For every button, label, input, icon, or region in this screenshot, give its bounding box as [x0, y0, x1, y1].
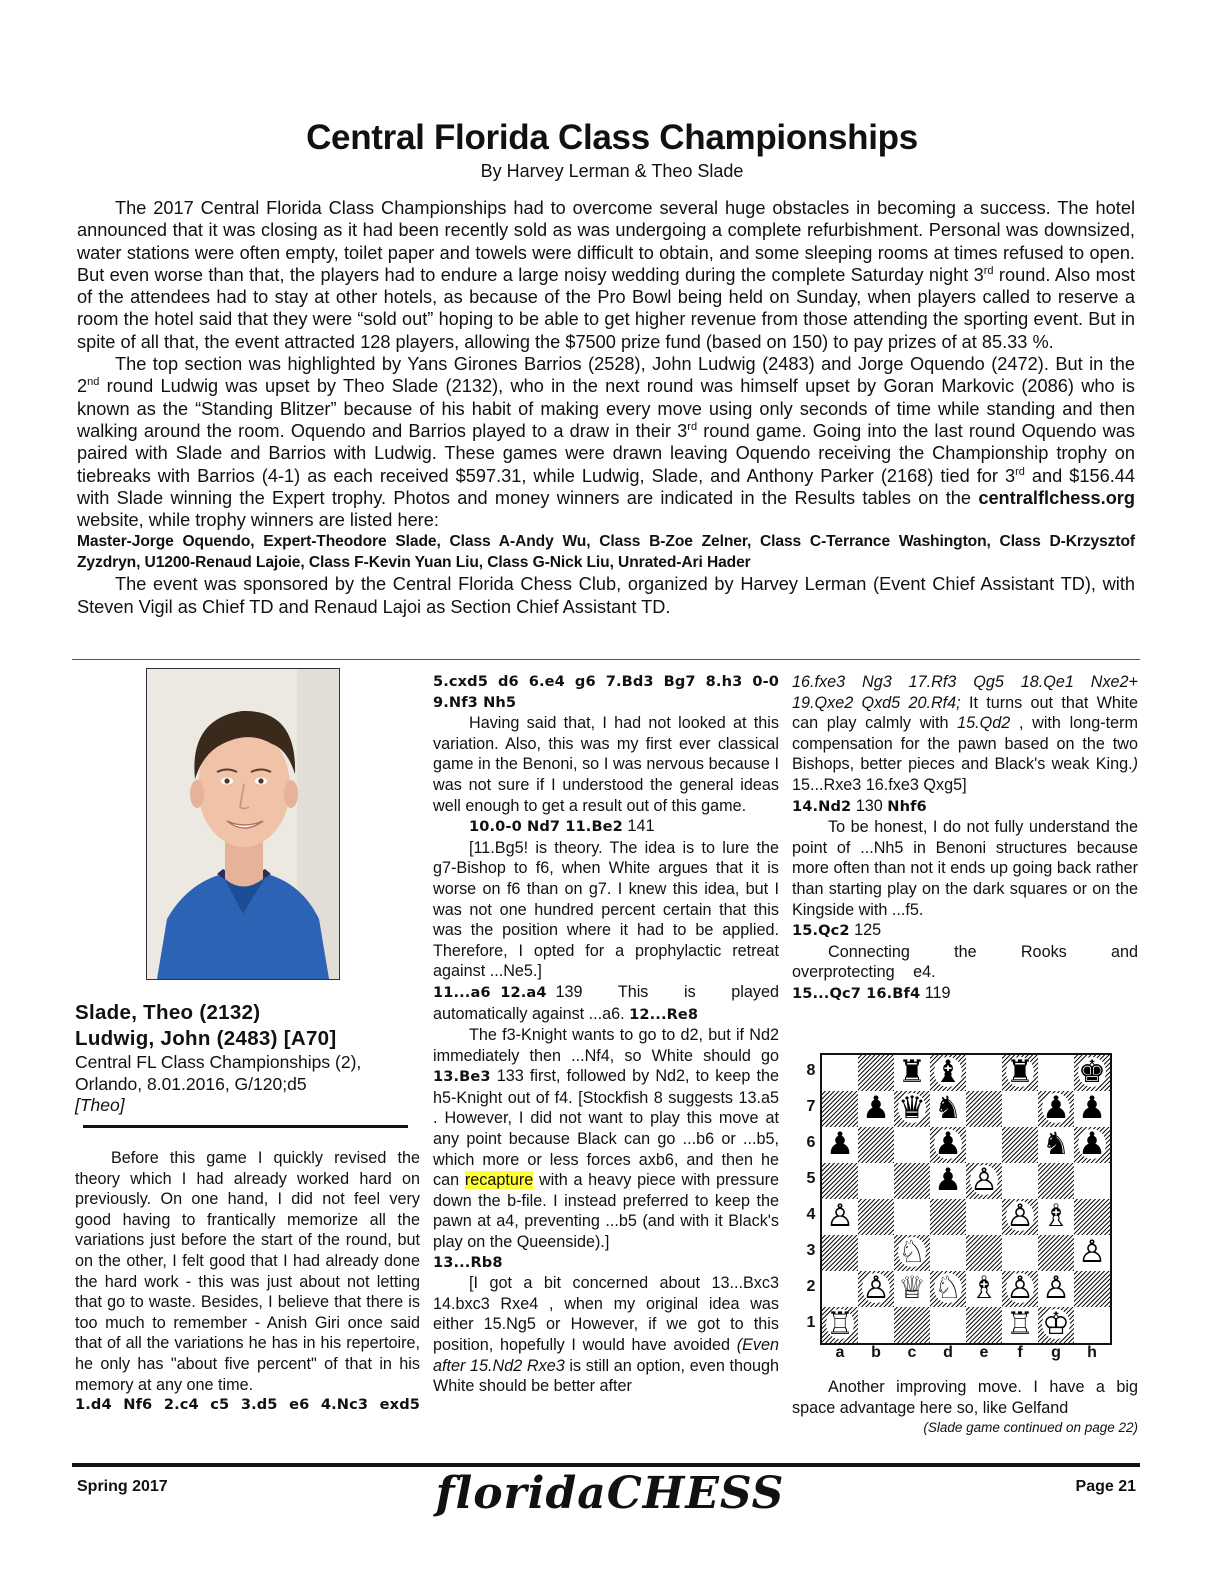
article-byline: By Harvey Lerman & Theo Slade: [480, 161, 744, 181]
col1-moves: 1.d4 Nf6 2.c4 c5 3.d5 e6 4.Nc3 exd5: [75, 1396, 420, 1414]
chess-diagram: [800, 1050, 1120, 1370]
col3-paragraph-2: To be honest, I do not fully understand the point of ...Nh5 in Benoni structures because more often than not it ends up going back rather than starting play on the dark squares or on the Kingside with ...f5.: [792, 818, 1138, 919]
square-d3: [930, 1235, 966, 1271]
chess-piece-icon: ♘: [934, 1270, 962, 1306]
continued-note: (Slade game continued on page 22): [923, 1420, 1138, 1436]
square-e1: [966, 1307, 1002, 1343]
square-e6: [966, 1127, 1002, 1163]
square-e7: [966, 1091, 1002, 1127]
intro-text: [77, 197, 1135, 618]
highlighted-word: recapture: [464, 1171, 534, 1190]
square-h5: [1074, 1163, 1110, 1199]
column-2: [433, 672, 784, 1397]
rank-label: 6: [806, 1134, 816, 1151]
col2-paragraph-4: [I got a bit concerned about 13...Bxc3 14.bxc3 Rxe4 , when my original idea was either 15.Ng5 or However, if we got to this position, hopefully I would have avoided (Even after 15.Nd2 Rxe3 is still an option, even though White should be better after: [433, 1274, 780, 1396]
file-label: h: [1087, 1344, 1097, 1361]
move-15: 15.Qc2 125: [792, 921, 882, 940]
square-f3: [1002, 1235, 1038, 1271]
chess-piece-icon: ♟: [826, 1126, 854, 1162]
square-f5: [1002, 1163, 1038, 1199]
col3-paragraph-4: Another improving move. I have a big space advantage here so, like Gelfand: [792, 1378, 1138, 1417]
intro-paragraph-1: The 2017 Central Florida Class Championships had to overcome several huge obstacles in becoming a success. The hotel announced that it was closing as it had been recently sold as was undergoing a complete refurbishment. Personal was downsized, water stations were often empty, toilet paper and towels were difficult to obtain, and some sleeping rooms at times refused to open. But even worse than that, the players had to endure a large noisy wedding during the complete Saturday night 3rd round. Also most of the attendees had to stay at other hotels, as because of the Pro Bowl being held on Sunday, when players called to reserve a room the hotel said that they were “sold out” hoping to be able to get higher revenue from those attending the sporting event. But in spite of all that, the event attracted 128 players, allowing the $7500 prize fund (based on 150) to pay prizes of at 85.33 %.: [77, 198, 1135, 352]
issue-label: Spring 2017: [77, 1478, 168, 1495]
file-label: f: [1017, 1344, 1023, 1361]
portrait-image: [147, 669, 339, 979]
file-label: e: [979, 1344, 989, 1361]
chess-piece-icon: ♖: [826, 1306, 854, 1342]
header-rule: [83, 1125, 408, 1128]
chess-piece-icon: ♟: [934, 1162, 962, 1198]
square-b8: [858, 1055, 894, 1091]
move-13-rb8: 13...Rb8: [433, 1253, 503, 1271]
file-label: a: [835, 1344, 845, 1361]
chess-piece-icon: ♙: [826, 1198, 854, 1234]
footer-rule: [72, 1463, 1140, 1467]
square-e4: [966, 1199, 1002, 1235]
chess-piece-icon: ♝: [934, 1054, 962, 1090]
square-g8: [1038, 1055, 1074, 1091]
rank-label: 3: [806, 1242, 816, 1259]
rank-label: 7: [806, 1098, 816, 1115]
square-a8: [822, 1055, 858, 1091]
file-label: d: [943, 1344, 953, 1361]
chess-piece-icon: ♞: [934, 1090, 962, 1126]
col3-paragraph-3: Connecting the Rooks and overprotecting e4.: [792, 942, 1138, 982]
chess-piece-icon: ♕: [898, 1270, 926, 1306]
player-photo: [146, 668, 340, 980]
intro-paragraph-2: The top section was highlighted by Yans Girones Barrios (2528), John Ludwig (2483) and Jorge Oquendo (2472). But in the 2nd round Ludwig was upset by Theo Slade (2132), who in the next round was himself upset by Goran Markovic (2086) who is known as the “Standing Blitzer” because of his habit of making every move using only seconds of time while standing and then walking around the room. Oquendo and Barrios played to a draw in their 3rd round game. Going into the last round Oquendo was paired with Slade and Barrios with Ludwig. These games were drawn leaving Oquendo receiving the Championship trophy on tiebreaks with Barrios (4-1) as each received $597.31, while Ludwig, Slade, and Anthony Parker (2168) tied for 3rd and $156.44 with Slade winning the Expert trophy. Photos and money winners are indicated in the Results tables on the centralflchess.org website, while trophy winners are listed here:: [77, 354, 1135, 531]
file-label: g: [1051, 1344, 1061, 1361]
chess-piece-icon: ♘: [898, 1234, 926, 1270]
square-a2: [822, 1271, 858, 1307]
col3-paragraph-1: 16.fxe3 Ng3 17.Rf3 Qg5 18.Qe1 Nxe2+ 19.Qxe2 Qxd5 20.Rf4; It turns out that White can play calmly with 15.Qd2 , with long-term compensation for the pawn based on the two Bishops, better pieces and Black's weak King.) 15...Rxe3 16.fxe3 Qxg5]: [792, 673, 1138, 794]
square-f6: [1002, 1127, 1038, 1163]
square-f7: [1002, 1091, 1038, 1127]
col2-paragraph-3: The f3-Knight wants to go to d2, but if Nd2 immediately then ...Nf4, so White should go 13.Be3 133 first, followed by Nd2, to keep the h5-Knight out of f4. [Stockfish 8 suggests 13.a5 . However, I did not want to play this move at any point because Black can go ...b6 or ...b5, which more or less forces axb6, and then he can recapture with a heavy piece with pressure down the b-file. I instead preferred to keep the pawn at a4, preventing ...b5 (and with it Black's play on the Queenside).]: [433, 1026, 779, 1252]
chess-piece-icon: ♞: [1042, 1126, 1070, 1162]
square-e8: [966, 1055, 1002, 1091]
col1-paragraph: Before this game I quickly revised the theory which I had already worked hard on previously. On one hand, I did not feel very good having to frantically memorize all the variations just before the start of the round, but on the other, I felt good that I had already done the hard work - this was just about not letting that go to waste. Besides, I believe that there is too much to remember - Anish Giri once said that of all the variations he has in his repertoire, he only has "about five percent" of that in his memory at any one time.: [75, 1149, 420, 1394]
game-event: Central FL Class Championships (2), Orlando, 8.01.2016, G/120;d5: [75, 1052, 362, 1094]
chess-piece-icon: ♙: [1006, 1198, 1034, 1234]
chess-piece-icon: ♚: [1078, 1054, 1106, 1090]
square-d4: [930, 1199, 966, 1235]
square-e3: [966, 1235, 1002, 1271]
col2-paragraph-2: [11.Bg5! is theory. The idea is to lure the g7-Bishop to f6, when White argues that it is worse on f6 than on g7. I knew this idea, but I was not one hundred percent certain that this was the position where it had to be applied. Therefore, I opted for a prophylactic retreat against ...Ne5.]: [433, 838, 779, 981]
square-g3: [1038, 1235, 1074, 1271]
chess-piece-icon: ♟: [1042, 1090, 1070, 1126]
square-c6: [894, 1127, 930, 1163]
chess-piece-icon: ♟: [1078, 1090, 1106, 1126]
white-player: Slade, Theo (2132): [75, 1001, 261, 1024]
page-number: Page 21: [1075, 1478, 1136, 1495]
file-label: c: [907, 1344, 917, 1361]
chess-piece-icon: ♙: [862, 1270, 890, 1306]
square-b1: [858, 1307, 894, 1343]
column-3: [792, 672, 1138, 1005]
file-label: b: [871, 1344, 881, 1361]
square-c4: [894, 1199, 930, 1235]
square-b3: [858, 1235, 894, 1271]
chess-piece-icon: ♔: [1042, 1306, 1070, 1342]
article-title: Central Florida Class Championships: [306, 118, 918, 157]
square-a5: [822, 1163, 858, 1199]
rank-label: 4: [806, 1206, 816, 1223]
trophy-winners: Master-Jorge Oquendo, Expert-Theodore Slade, Class A-Andy Wu, Class B-Zoe Zelner, Class C-Terrance Washington, Class D-Krzysztof Zyzdryn, U1200-Renaud Lajoie, Class F-Kevin Yuan Liu, Class G-Nick Liu, Unrated-Ari Hader: [77, 533, 1135, 572]
square-b4: [858, 1199, 894, 1235]
section-divider: [72, 659, 1140, 660]
col2-paragraph-1: Having said that, I had not looked at this variation. Also, this was my first ever classical game in the Benoni, so I was nervous because I was not sure if I understood the general ideas well enough to get a result out of this game.: [433, 714, 779, 815]
rank-label: 2: [806, 1278, 816, 1295]
chess-piece-icon: ♜: [898, 1054, 926, 1090]
square-g5: [1038, 1163, 1074, 1199]
chess-piece-icon: ♜: [1006, 1054, 1034, 1090]
chess-piece-icon: ♛: [898, 1090, 926, 1126]
rank-label: 8: [806, 1062, 816, 1079]
magazine-logo: floridaCHESS: [435, 1468, 785, 1519]
intro-paragraph-3: The event was sponsored by the Central Florida Chess Club, organized by Harvey Lerman (Event Chief Assistant TD), with Steven Vigil as Chief TD and Renaud Lajoi as Section Chief Assistant TD.: [77, 574, 1135, 617]
chess-piece-icon: ♙: [1042, 1270, 1070, 1306]
chess-piece-icon: ♗: [1042, 1198, 1070, 1234]
rank-label: 1: [806, 1314, 816, 1331]
moves-11-12: 11...a6 12.a4 139 This is played automatically against ...a6. 12...Re8: [433, 982, 784, 1023]
square-a3: [822, 1235, 858, 1271]
column-1: [75, 1148, 420, 1416]
square-h4: [1074, 1199, 1110, 1235]
square-b6: [858, 1127, 894, 1163]
moves-10-11: 10.0-0 Nd7 11.Be2 141: [469, 817, 655, 836]
square-b5: [858, 1163, 894, 1199]
chess-piece-icon: ♗: [970, 1270, 998, 1306]
chess-board: [820, 1053, 1112, 1345]
square-a7: [822, 1091, 858, 1127]
square-d1: [930, 1307, 966, 1343]
square-c5: [894, 1163, 930, 1199]
chess-piece-icon: ♟: [1078, 1126, 1106, 1162]
game-header: [75, 1000, 420, 1128]
rank-label: 5: [806, 1170, 816, 1187]
chess-piece-icon: ♙: [1006, 1270, 1034, 1306]
square-h1: [1074, 1307, 1110, 1343]
chess-piece-icon: ♙: [970, 1162, 998, 1198]
chess-piece-icon: ♟: [934, 1126, 962, 1162]
annotator: [Theo]: [75, 1095, 125, 1115]
moves-5-9: 5.cxd5 d6 6.e4 g6 7.Bd3 Bg7 8.h3 0-0 9.Nf3 Nh5: [433, 673, 779, 711]
square-h2: [1074, 1271, 1110, 1307]
website-link[interactable]: centralflchess.org: [978, 487, 1135, 508]
chess-piece-icon: ♙: [1078, 1234, 1106, 1270]
move-14: 14.Nd2 130 Nhf6: [792, 796, 927, 815]
black-player: Ludwig, John (2483) [A70]: [75, 1027, 337, 1050]
square-c1: [894, 1307, 930, 1343]
chess-piece-icon: ♖: [1006, 1306, 1034, 1342]
move-15-16: 15...Qc7 16.Bf4 119: [792, 983, 951, 1002]
column-3-bottom: [792, 1377, 1138, 1439]
chess-piece-icon: ♟: [862, 1090, 890, 1126]
